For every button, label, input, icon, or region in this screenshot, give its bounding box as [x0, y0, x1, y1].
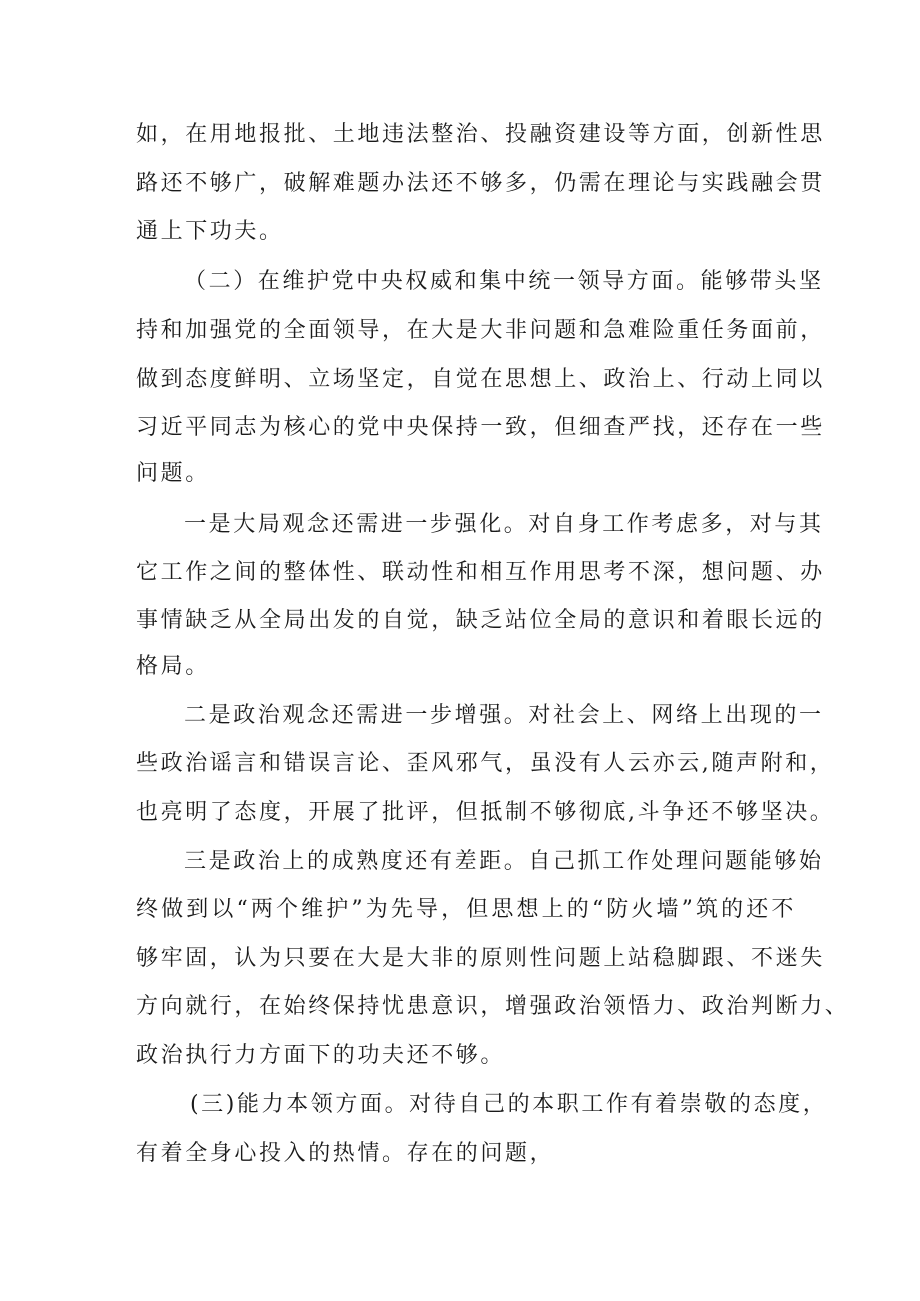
text-line: 事情缺乏从全局出发的自觉，缺乏站位全局的意识和着眼长远的: [136, 608, 825, 633]
text-line: 做到态度鲜明、立场坚定，自觉在思想上、政治上、行动上同以: [136, 367, 825, 392]
text-line: 如，在用地报批、土地违法整治、投融资建设等方面，创新性思: [136, 122, 825, 147]
text-line: 方向就行，在始终保持忧患意识，增强政治领悟力、政治判断力、: [136, 994, 850, 1019]
text-line: 终做到以“两个维护”为先导，但思想上的“防火墙”筑的还不: [136, 897, 796, 922]
text-line: 格局。: [136, 654, 210, 679]
text-line: 持和加强党的全面领导，在大是大非问题和急难险重任务面前，: [136, 318, 825, 343]
text-line: 有着全身心投入的热情。存在的问题，: [136, 1141, 555, 1166]
section-heading-line: （二）在维护党中央权威和集中统一领导方面。能够带头坚: [184, 269, 824, 294]
text-line: 也亮明了态度，开展了批评，但抵制不够彻底,斗争还不够坚决。: [136, 800, 835, 825]
text-line: 够牢固，认为只要在大是大非的原则性问题上站稳脚跟、不迷失: [136, 946, 825, 971]
paragraph-first-line: 一是大局观念还需进一步强化。对自身工作考虑多，对与其: [184, 512, 824, 537]
text-line: 它工作之间的整体性、联动性和相互作用思考不深，想问题、办: [136, 560, 825, 585]
text-line: 些政治谣言和错误言论、歪风邪气，虽没有人云亦云,随声附和，: [136, 751, 835, 776]
section-heading-line: (三)能力本领方面。对待自己的本职工作有着崇敬的态度，: [190, 1092, 828, 1117]
text-line: 政治执行力方面下的功夫还不够。: [136, 1043, 506, 1068]
text-line: 习近平同志为核心的党中央保持一致，但细查严找，还存在一些: [136, 415, 825, 440]
text-line: 通上下功夫。: [136, 219, 284, 244]
text-line: 问题。: [136, 461, 210, 486]
text-line: 路还不够广，破解难题办法还不够多，仍需在理论与实践融会贯: [136, 171, 825, 196]
paragraph-first-line: 二是政治观念还需进一步增强。对社会上、网络上出现的一: [184, 703, 824, 728]
paragraph-first-line: 三是政治上的成熟度还有差距。自己抓工作处理问题能够始: [184, 849, 824, 874]
